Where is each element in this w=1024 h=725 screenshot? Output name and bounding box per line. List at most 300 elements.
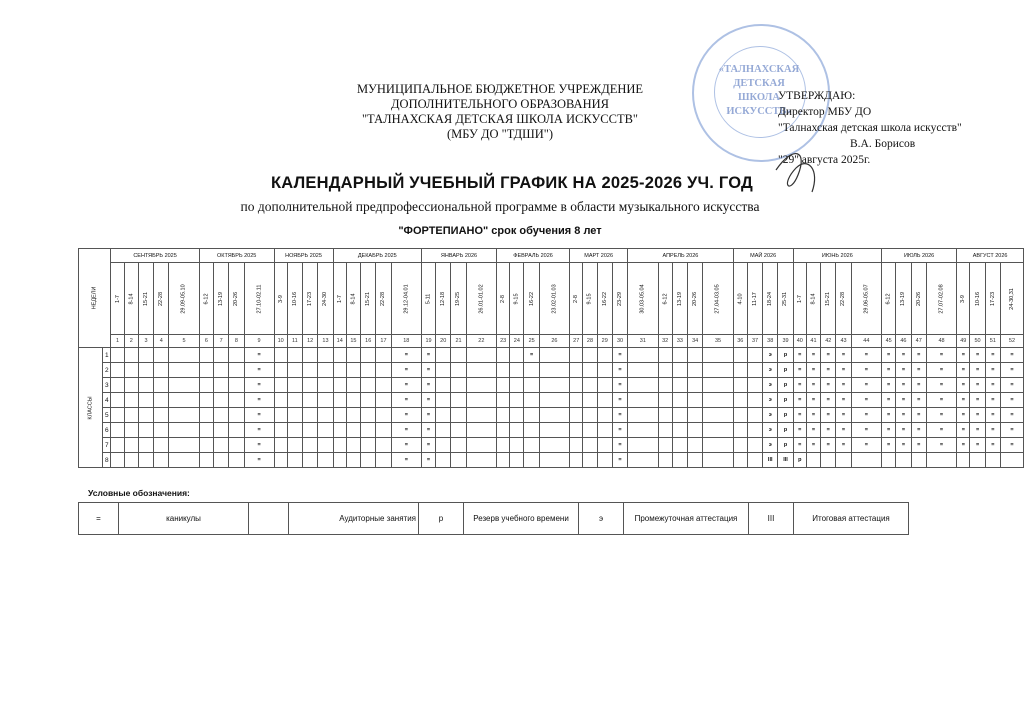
schedule-cell: [836, 453, 851, 468]
schedule-cell: =: [1000, 438, 1023, 453]
week-number: 30: [612, 335, 627, 348]
schedule-cell: [821, 453, 836, 468]
week-number: 32: [658, 335, 672, 348]
schedule-cell: [466, 408, 496, 423]
schedule-cell: [583, 363, 597, 378]
schedule-cell: [539, 453, 569, 468]
schedule-cell: [747, 378, 762, 393]
schedule-cell: =: [896, 408, 911, 423]
schedule-cell: [583, 423, 597, 438]
schedule-cell: =: [1000, 378, 1023, 393]
week-range-label: 17-23: [307, 291, 314, 306]
week-range-label: 15-21: [142, 291, 149, 306]
schedule-cell: =: [896, 348, 911, 363]
schedule-cell: э: [763, 348, 778, 363]
schedule-cell: [451, 408, 466, 423]
schedule-cell: р: [778, 363, 793, 378]
schedule-cell: [111, 438, 124, 453]
week-range: [672, 263, 687, 335]
class-number: 6: [103, 423, 111, 438]
schedule-cell: [138, 408, 153, 423]
schedule-cell: р: [793, 453, 806, 468]
week-number: 15: [346, 335, 360, 348]
schedule-cell: =: [1000, 423, 1023, 438]
schedule-cell: =: [882, 363, 896, 378]
schedule-cell: [466, 423, 496, 438]
schedule-cell: =: [926, 423, 956, 438]
schedule-cell: =: [391, 438, 421, 453]
week-range: [806, 263, 820, 335]
week-number: 9: [244, 335, 274, 348]
schedule-cell: =: [391, 423, 421, 438]
schedule-cell: [124, 348, 138, 363]
week-range: [361, 263, 376, 335]
week-range-label: 16-22: [601, 291, 608, 306]
schedule-cell: [583, 348, 597, 363]
schedule-cell: [672, 378, 687, 393]
week-range: [985, 263, 1000, 335]
week-range-label: 18-24: [767, 291, 774, 306]
schedule-cell: э: [763, 393, 778, 408]
schedule-cell: р: [778, 393, 793, 408]
week-number: 1: [111, 335, 124, 348]
schedule-cell: [361, 453, 376, 468]
schedule-cell: р: [778, 423, 793, 438]
week-range-label: 13-19: [218, 291, 225, 306]
schedule-cell: [169, 438, 199, 453]
schedule-cell: [274, 423, 287, 438]
week-range-label: 2-8: [500, 294, 507, 303]
schedule-cell: [703, 438, 733, 453]
schedule-cell: [539, 423, 569, 438]
schedule-cell: [703, 408, 733, 423]
schedule-cell: [138, 348, 153, 363]
week-number: 38: [763, 335, 778, 348]
class-number: 3: [103, 378, 111, 393]
schedule-cell: [688, 453, 703, 468]
schedule-cell: =: [612, 393, 627, 408]
week-range: [926, 263, 956, 335]
week-number: 29: [597, 335, 612, 348]
schedule-cell: [287, 408, 302, 423]
week-range: [333, 263, 346, 335]
schedule-cell: =: [957, 363, 970, 378]
week-range: [466, 263, 496, 335]
schedule-cell: [138, 438, 153, 453]
schedule-cell: [361, 378, 376, 393]
week-range-label: 6-12: [203, 292, 210, 305]
schedule-cell: [361, 363, 376, 378]
schedule-cell: =: [612, 378, 627, 393]
schedule-cell: [436, 378, 451, 393]
legend-label: Аудиторные занятия: [289, 503, 419, 535]
month-header: АПРЕЛЬ 2026: [628, 249, 734, 263]
schedule-cell: =: [926, 408, 956, 423]
schedule-cell: [229, 453, 244, 468]
week-number: 45: [882, 335, 896, 348]
week-number: 20: [436, 335, 451, 348]
schedule-cell: [497, 453, 510, 468]
week-number: 48: [926, 335, 956, 348]
schedule-cell: [229, 423, 244, 438]
schedule-cell: [361, 348, 376, 363]
week-range: [169, 263, 199, 335]
schedule-cell: [274, 408, 287, 423]
legend-label: Итоговая аттестация: [794, 503, 909, 535]
schedule-cell: =: [851, 348, 881, 363]
schedule-cell: [451, 453, 466, 468]
schedule-cell: [672, 423, 687, 438]
week-range-label: 13-19: [900, 291, 907, 306]
schedule-cell: [274, 363, 287, 378]
schedule-cell: =: [957, 423, 970, 438]
schedule-cell: [733, 453, 747, 468]
week-range: [911, 263, 926, 335]
schedule-cell: [510, 438, 524, 453]
schedule-cell: [597, 348, 612, 363]
schedule-cell: [154, 423, 169, 438]
schedule-cell: =: [421, 453, 435, 468]
schedule-cell: [303, 453, 318, 468]
schedule-cell: [658, 378, 672, 393]
schedule-cell: [628, 438, 658, 453]
stamp-text: ШКОЛА: [738, 92, 780, 103]
schedule-cell: [154, 363, 169, 378]
class-number: 5: [103, 408, 111, 423]
week-number: 14: [333, 335, 346, 348]
schedule-cell: [658, 423, 672, 438]
schedule-cell: =: [421, 348, 435, 363]
week-range-label: 20-26: [915, 291, 922, 306]
week-range: [138, 263, 153, 335]
schedule-cell: [154, 408, 169, 423]
schedule-cell: [214, 438, 229, 453]
schedule-cell: =: [244, 453, 274, 468]
schedule-cell: э: [763, 363, 778, 378]
schedule-cell: [688, 378, 703, 393]
legend-label: Резерв учебного времени: [464, 503, 579, 535]
week-range-label: 13-19: [676, 291, 683, 306]
week-range: [391, 263, 421, 335]
schedule-cell: [688, 408, 703, 423]
schedule-cell: [303, 363, 318, 378]
schedule-cell: [214, 348, 229, 363]
schedule-cell: [138, 393, 153, 408]
schedule-cell: [287, 393, 302, 408]
schedule-cell: =: [524, 348, 539, 363]
month-header: ЯНВАРЬ 2026: [421, 249, 496, 263]
week-number: 42: [821, 335, 836, 348]
schedule-cell: =: [806, 393, 820, 408]
week-range-label: 29.12-04.01: [403, 283, 410, 314]
legend-title: Условные обозначения:: [88, 488, 190, 498]
schedule-cell: [539, 378, 569, 393]
schedule-cell: =: [836, 393, 851, 408]
schedule-cell: р: [778, 408, 793, 423]
schedule-cell: =: [836, 423, 851, 438]
week-range: [376, 263, 391, 335]
schedule-cell: =: [391, 393, 421, 408]
schedule-cell: [376, 453, 391, 468]
schedule-cell: [376, 348, 391, 363]
schedule-cell: [597, 408, 612, 423]
week-number: 52: [1000, 335, 1023, 348]
schedule-cell: [570, 348, 583, 363]
week-number: 22: [466, 335, 496, 348]
week-range-label: 25-31: [782, 291, 789, 306]
schedule-cell: =: [851, 408, 881, 423]
week-range: [612, 263, 627, 335]
schedule-cell: [287, 348, 302, 363]
approval-line: "29" августа 2025г.: [778, 154, 871, 166]
schedule-cell: [154, 348, 169, 363]
schedule-cell: э: [763, 438, 778, 453]
schedule-cell: =: [851, 363, 881, 378]
week-range-label: 23.02-01.03: [551, 283, 558, 314]
schedule-cell: [628, 348, 658, 363]
schedule-cell: [747, 423, 762, 438]
class-row: [79, 453, 1024, 468]
schedule-cell: [229, 393, 244, 408]
schedule-cell: [628, 408, 658, 423]
schedule-cell: =: [896, 393, 911, 408]
schedule-cell: =: [911, 393, 926, 408]
header-line: "ТАЛНАХСКАЯ ДЕТСКАЯ ШКОЛА ИСКУССТВ": [361, 112, 639, 126]
schedule-cell: [703, 378, 733, 393]
schedule-cell: [539, 408, 569, 423]
schedule-cell: [376, 393, 391, 408]
week-range: [793, 263, 806, 335]
schedule-cell: [703, 363, 733, 378]
week-range: [524, 263, 539, 335]
schedule-cell: [154, 438, 169, 453]
schedule-cell: [688, 363, 703, 378]
schedule-cell: =: [836, 408, 851, 423]
document-subtitle: по дополнительной предпрофессиональной программе в области музыкального искусства: [240, 199, 760, 214]
week-range-label: 17-23: [989, 291, 996, 306]
schedule-cell: =: [612, 453, 627, 468]
schedule-cell: [287, 363, 302, 378]
week-range-label: 3-9: [960, 294, 967, 303]
schedule-cell: =: [926, 393, 956, 408]
week-range: [763, 263, 778, 335]
schedule-cell: =: [911, 378, 926, 393]
schedule-cell: =: [970, 438, 985, 453]
schedule-cell: [169, 408, 199, 423]
month-header: ОКТЯБРЬ 2025: [199, 249, 274, 263]
class-number: 7: [103, 438, 111, 453]
schedule-cell: =: [806, 423, 820, 438]
schedule-cell: [985, 453, 1000, 468]
class-row: [79, 423, 1024, 438]
schedule-cell: [570, 438, 583, 453]
schedule-cell: =: [821, 423, 836, 438]
schedule-cell: [229, 438, 244, 453]
week-range: [836, 263, 851, 335]
week-range: [539, 263, 569, 335]
month-header: АВГУСТ 2026: [957, 249, 1024, 263]
schedule-cell: [497, 393, 510, 408]
schedule-cell: =: [882, 378, 896, 393]
schedule-cell: [497, 348, 510, 363]
schedule-cell: [333, 453, 346, 468]
month-header: ФЕВРАЛЬ 2026: [497, 249, 570, 263]
schedule-cell: [658, 408, 672, 423]
approval-line: Директор МБУ ДО: [778, 106, 872, 118]
month-header: ДЕКАБРЬ 2025: [333, 249, 421, 263]
schedule-cell: [214, 378, 229, 393]
week-range-label: 5-11: [425, 293, 432, 304]
schedule-cell: [318, 393, 333, 408]
week-range-label: 1-7: [336, 294, 343, 303]
schedule-cell: [154, 378, 169, 393]
week-range: [154, 263, 169, 335]
week-range-label: 16-22: [528, 291, 535, 306]
schedule-cell: [570, 423, 583, 438]
week-number: 23: [497, 335, 510, 348]
schedule-cell: =: [836, 363, 851, 378]
schedule-cell: [658, 438, 672, 453]
schedule-cell: =: [244, 423, 274, 438]
schedule-cell: =: [851, 438, 881, 453]
schedule-cell: [361, 408, 376, 423]
schedule-cell: [597, 423, 612, 438]
schedule-cell: =: [244, 363, 274, 378]
schedule-cell: =: [911, 423, 926, 438]
schedule-cell: [583, 453, 597, 468]
schedule-cell: [287, 378, 302, 393]
week-range: [451, 263, 466, 335]
schedule-cell: =: [926, 438, 956, 453]
schedule-cell: [510, 393, 524, 408]
schedule-cell: [214, 393, 229, 408]
schedule-cell: [333, 363, 346, 378]
schedule-cell: [169, 423, 199, 438]
schedule-cell: =: [896, 378, 911, 393]
schedule-cell: [154, 453, 169, 468]
schedule-cell: [747, 393, 762, 408]
schedule-cell: [333, 408, 346, 423]
schedule-cell: =: [836, 438, 851, 453]
schedule-cell: =: [612, 408, 627, 423]
schedule-cell: [583, 408, 597, 423]
week-range: [851, 263, 881, 335]
schedule-cell: [497, 363, 510, 378]
schedule-cell: [672, 453, 687, 468]
week-range-label: 6-12: [662, 292, 669, 305]
schedule-cell: [628, 378, 658, 393]
schedule-cell: [346, 438, 360, 453]
class-row: [79, 438, 1024, 453]
schedule-cell: [570, 363, 583, 378]
approval-line: УТВЕРЖДАЮ:: [778, 90, 856, 102]
schedule-cell: [747, 408, 762, 423]
schedule-cell: [851, 453, 881, 468]
schedule-cell: [658, 363, 672, 378]
week-range: [421, 263, 435, 335]
schedule-cell: [333, 423, 346, 438]
schedule-cell: [124, 363, 138, 378]
schedule-cell: =: [926, 363, 956, 378]
schedule-cell: =: [421, 438, 435, 453]
week-number: 6: [199, 335, 213, 348]
week-range-label: 11-17: [752, 291, 759, 306]
week-range: [497, 263, 510, 335]
schedule-cell: [229, 348, 244, 363]
week-range-label: 1-7: [114, 294, 121, 303]
schedule-cell: III: [778, 453, 793, 468]
week-range: [229, 263, 244, 335]
schedule-cell: [333, 438, 346, 453]
schedule-cell: [333, 348, 346, 363]
schedule-cell: [628, 393, 658, 408]
week-range-label: 1-7: [796, 294, 803, 303]
schedule-cell: [138, 378, 153, 393]
schedule-cell: [672, 408, 687, 423]
schedule-cell: [436, 453, 451, 468]
schedule-cell: =: [793, 378, 806, 393]
schedule-cell: =: [926, 348, 956, 363]
week-range-label: 2-8: [573, 294, 580, 303]
week-range-label: 15-21: [825, 291, 832, 306]
week-number: 24: [510, 335, 524, 348]
week-number: 31: [628, 335, 658, 348]
week-range: [274, 263, 287, 335]
schedule-cell: [747, 453, 762, 468]
schedule-cell: =: [806, 408, 820, 423]
schedule-cell: =: [806, 438, 820, 453]
schedule-cell: [138, 423, 153, 438]
week-range-label: 20-26: [233, 291, 240, 306]
schedule-cell: =: [985, 438, 1000, 453]
schedule-cell: [274, 378, 287, 393]
schedule-cell: =: [421, 378, 435, 393]
schedule-cell: =: [970, 363, 985, 378]
schedule-cell: [287, 438, 302, 453]
schedule-cell: [287, 453, 302, 468]
schedule-cell: [124, 453, 138, 468]
week-range: [346, 263, 360, 335]
week-number: 50: [970, 335, 985, 348]
class-row: [79, 348, 1024, 363]
legend-symbol: э: [579, 503, 624, 535]
schedule-cell: [376, 378, 391, 393]
week-number: 49: [957, 335, 970, 348]
week-range: [896, 263, 911, 335]
schedule-cell: =: [851, 378, 881, 393]
schedule-cell: [169, 348, 199, 363]
schedule-cell: [361, 393, 376, 408]
schedule-cell: [1000, 453, 1023, 468]
schedule-cell: [497, 378, 510, 393]
schedule-cell: [111, 393, 124, 408]
schedule-cell: [628, 453, 658, 468]
schedule-cell: [111, 453, 124, 468]
schedule-cell: [346, 408, 360, 423]
week-range: [970, 263, 985, 335]
week-number: 17: [376, 335, 391, 348]
stamp-text: ИСКУССТВ»: [726, 106, 792, 117]
schedule-cell: э: [763, 408, 778, 423]
schedule-cell: =: [970, 423, 985, 438]
schedule-cell: [466, 438, 496, 453]
classes-header: [79, 348, 103, 468]
schedule-cell: [583, 378, 597, 393]
schedule-cell: [451, 393, 466, 408]
week-range: [318, 263, 333, 335]
week-number: 46: [896, 335, 911, 348]
schedule-cell: [346, 363, 360, 378]
